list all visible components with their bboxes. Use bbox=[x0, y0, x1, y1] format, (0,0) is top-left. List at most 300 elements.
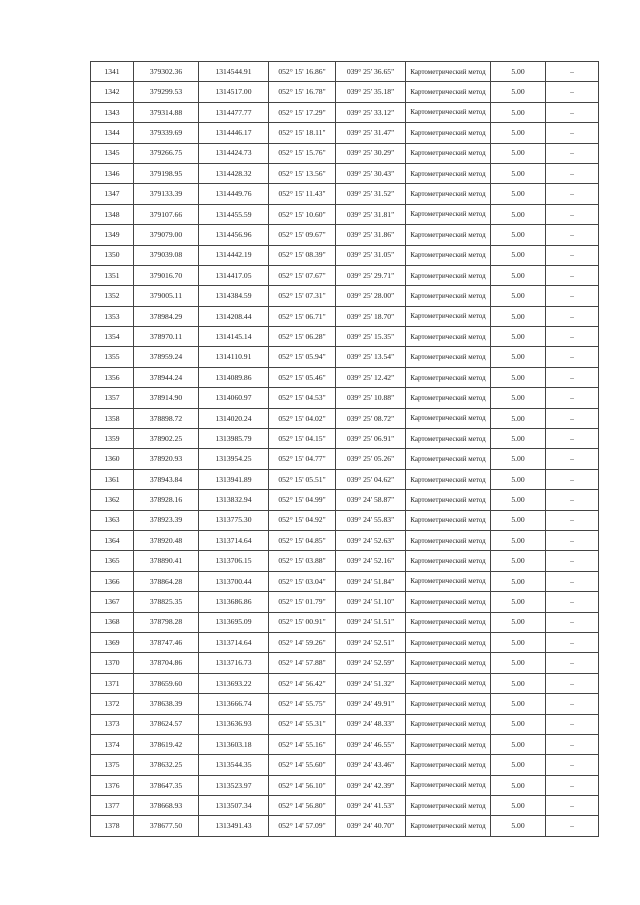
description-cell: – bbox=[546, 123, 599, 143]
coord-y-cell: 1314145.14 bbox=[199, 327, 269, 347]
method-cell: Картометрический метод bbox=[406, 796, 491, 816]
longitude-cell: 039° 24' 52.63" bbox=[336, 530, 406, 550]
precision-cell: 5.00 bbox=[491, 632, 546, 652]
coord-y-cell: 1313832.94 bbox=[199, 490, 269, 510]
description-cell: – bbox=[546, 184, 599, 204]
description-cell: – bbox=[546, 102, 599, 122]
method-cell: Картометрический метод bbox=[406, 592, 491, 612]
coord-y-cell: 1314517.00 bbox=[199, 82, 269, 102]
coord-x-cell: 378825.35 bbox=[134, 592, 199, 612]
point-number-cell: 1344 bbox=[91, 123, 134, 143]
coord-y-cell: 1314456.96 bbox=[199, 225, 269, 245]
table-row bbox=[91, 592, 599, 612]
description-cell: – bbox=[546, 306, 599, 326]
table-row bbox=[91, 204, 599, 224]
coord-y-cell: 1313544.35 bbox=[199, 755, 269, 775]
description-cell: – bbox=[546, 673, 599, 693]
method-cell: Картометрический метод bbox=[406, 408, 491, 428]
point-number-cell: 1350 bbox=[91, 245, 134, 265]
coord-x-cell: 378864.28 bbox=[134, 571, 199, 591]
precision-cell: 5.00 bbox=[491, 490, 546, 510]
precision-cell: 5.00 bbox=[491, 204, 546, 224]
coord-y-cell: 1314060.97 bbox=[199, 388, 269, 408]
table-row bbox=[91, 530, 599, 550]
coord-x-cell: 378984.29 bbox=[134, 306, 199, 326]
precision-cell: 5.00 bbox=[491, 796, 546, 816]
coord-x-cell: 378668.93 bbox=[134, 796, 199, 816]
method-cell: Картометрический метод bbox=[406, 816, 491, 836]
longitude-cell: 039° 24' 51.32" bbox=[336, 673, 406, 693]
coord-y-cell: 1313714.64 bbox=[199, 632, 269, 652]
table-row bbox=[91, 286, 599, 306]
point-number-cell: 1360 bbox=[91, 449, 134, 469]
longitude-cell: 039° 24' 48.33" bbox=[336, 714, 406, 734]
coord-y-cell: 1314446.17 bbox=[199, 123, 269, 143]
longitude-cell: 039° 25' 31.86" bbox=[336, 225, 406, 245]
method-cell: Картометрический метод bbox=[406, 734, 491, 754]
latitude-cell: 052° 15' 07.67" bbox=[269, 265, 336, 285]
coord-y-cell: 1314110.91 bbox=[199, 347, 269, 367]
coord-x-cell: 379079.00 bbox=[134, 225, 199, 245]
table-row bbox=[91, 816, 599, 836]
method-cell: Картометрический метод bbox=[406, 204, 491, 224]
table-row bbox=[91, 184, 599, 204]
point-number-cell: 1367 bbox=[91, 592, 134, 612]
method-cell: Картометрический метод bbox=[406, 306, 491, 326]
point-number-cell: 1374 bbox=[91, 734, 134, 754]
point-number-cell: 1351 bbox=[91, 265, 134, 285]
coord-x-cell: 378944.24 bbox=[134, 367, 199, 387]
table-row bbox=[91, 388, 599, 408]
description-cell: – bbox=[546, 816, 599, 836]
table-row bbox=[91, 123, 599, 143]
longitude-cell: 039° 25' 13.54" bbox=[336, 347, 406, 367]
description-cell: – bbox=[546, 714, 599, 734]
coord-y-cell: 1314417.05 bbox=[199, 265, 269, 285]
precision-cell: 5.00 bbox=[491, 327, 546, 347]
latitude-cell: 052° 15' 04.92" bbox=[269, 510, 336, 530]
coord-y-cell: 1313523.97 bbox=[199, 775, 269, 795]
latitude-cell: 052° 15' 05.94" bbox=[269, 347, 336, 367]
latitude-cell: 052° 14' 55.60" bbox=[269, 755, 336, 775]
point-number-cell: 1356 bbox=[91, 367, 134, 387]
precision-cell: 5.00 bbox=[491, 163, 546, 183]
precision-cell: 5.00 bbox=[491, 143, 546, 163]
precision-cell: 5.00 bbox=[491, 734, 546, 754]
description-cell: – bbox=[546, 734, 599, 754]
coordinates-table-container bbox=[90, 61, 598, 837]
coord-x-cell: 378798.28 bbox=[134, 612, 199, 632]
table-body bbox=[91, 62, 599, 837]
longitude-cell: 039° 25' 08.72" bbox=[336, 408, 406, 428]
latitude-cell: 052° 15' 11.43" bbox=[269, 184, 336, 204]
longitude-cell: 039° 24' 42.39" bbox=[336, 775, 406, 795]
method-cell: Картометрический метод bbox=[406, 265, 491, 285]
table-row bbox=[91, 755, 599, 775]
description-cell: – bbox=[546, 490, 599, 510]
point-number-cell: 1373 bbox=[91, 714, 134, 734]
longitude-cell: 039° 24' 43.46" bbox=[336, 755, 406, 775]
table-row bbox=[91, 571, 599, 591]
precision-cell: 5.00 bbox=[491, 408, 546, 428]
precision-cell: 5.00 bbox=[491, 571, 546, 591]
precision-cell: 5.00 bbox=[491, 714, 546, 734]
coord-x-cell: 379339.69 bbox=[134, 123, 199, 143]
description-cell: – bbox=[546, 469, 599, 489]
description-cell: – bbox=[546, 327, 599, 347]
coord-x-cell: 378677.50 bbox=[134, 816, 199, 836]
coord-y-cell: 1313700.44 bbox=[199, 571, 269, 591]
latitude-cell: 052° 15' 04.77" bbox=[269, 449, 336, 469]
longitude-cell: 039° 24' 51.51" bbox=[336, 612, 406, 632]
table-row bbox=[91, 469, 599, 489]
point-number-cell: 1375 bbox=[91, 755, 134, 775]
coord-x-cell: 378943.84 bbox=[134, 469, 199, 489]
latitude-cell: 052° 15' 16.78" bbox=[269, 82, 336, 102]
coord-y-cell: 1314089.86 bbox=[199, 367, 269, 387]
table-row bbox=[91, 367, 599, 387]
method-cell: Картометрический метод bbox=[406, 510, 491, 530]
method-cell: Картометрический метод bbox=[406, 123, 491, 143]
table-row bbox=[91, 306, 599, 326]
method-cell: Картометрический метод bbox=[406, 632, 491, 652]
description-cell: – bbox=[546, 449, 599, 469]
method-cell: Картометрический метод bbox=[406, 388, 491, 408]
coord-y-cell: 1314544.91 bbox=[199, 62, 269, 82]
coord-x-cell: 379198.95 bbox=[134, 163, 199, 183]
longitude-cell: 039° 25' 04.62" bbox=[336, 469, 406, 489]
point-number-cell: 1347 bbox=[91, 184, 134, 204]
point-number-cell: 1353 bbox=[91, 306, 134, 326]
point-number-cell: 1372 bbox=[91, 694, 134, 714]
point-number-cell: 1366 bbox=[91, 571, 134, 591]
coord-y-cell: 1313706.15 bbox=[199, 551, 269, 571]
longitude-cell: 039° 25' 15.35" bbox=[336, 327, 406, 347]
longitude-cell: 039° 25' 30.29" bbox=[336, 143, 406, 163]
method-cell: Картометрический метод bbox=[406, 653, 491, 673]
longitude-cell: 039° 24' 46.55" bbox=[336, 734, 406, 754]
precision-cell: 5.00 bbox=[491, 184, 546, 204]
coord-x-cell: 378902.25 bbox=[134, 429, 199, 449]
description-cell: – bbox=[546, 225, 599, 245]
precision-cell: 5.00 bbox=[491, 673, 546, 693]
table-row bbox=[91, 265, 599, 285]
point-number-cell: 1365 bbox=[91, 551, 134, 571]
precision-cell: 5.00 bbox=[491, 245, 546, 265]
precision-cell: 5.00 bbox=[491, 225, 546, 245]
coord-x-cell: 379266.75 bbox=[134, 143, 199, 163]
method-cell: Картометрический метод bbox=[406, 184, 491, 204]
longitude-cell: 039° 24' 55.83" bbox=[336, 510, 406, 530]
coord-y-cell: 1314477.77 bbox=[199, 102, 269, 122]
precision-cell: 5.00 bbox=[491, 306, 546, 326]
table-row bbox=[91, 714, 599, 734]
latitude-cell: 052° 14' 55.75" bbox=[269, 694, 336, 714]
description-cell: – bbox=[546, 163, 599, 183]
coord-y-cell: 1314020.24 bbox=[199, 408, 269, 428]
description-cell: – bbox=[546, 775, 599, 795]
precision-cell: 5.00 bbox=[491, 653, 546, 673]
precision-cell: 5.00 bbox=[491, 367, 546, 387]
latitude-cell: 052° 14' 57.09" bbox=[269, 816, 336, 836]
point-number-cell: 1363 bbox=[91, 510, 134, 530]
coord-x-cell: 379005.11 bbox=[134, 286, 199, 306]
point-number-cell: 1369 bbox=[91, 632, 134, 652]
table-row bbox=[91, 102, 599, 122]
coord-x-cell: 378920.48 bbox=[134, 530, 199, 550]
longitude-cell: 039° 24' 52.16" bbox=[336, 551, 406, 571]
precision-cell: 5.00 bbox=[491, 62, 546, 82]
point-number-cell: 1348 bbox=[91, 204, 134, 224]
method-cell: Картометрический метод bbox=[406, 530, 491, 550]
coord-y-cell: 1313954.25 bbox=[199, 449, 269, 469]
latitude-cell: 052° 15' 17.29" bbox=[269, 102, 336, 122]
precision-cell: 5.00 bbox=[491, 612, 546, 632]
method-cell: Картометрический метод bbox=[406, 612, 491, 632]
coord-y-cell: 1314455.59 bbox=[199, 204, 269, 224]
coord-x-cell: 378638.39 bbox=[134, 694, 199, 714]
latitude-cell: 052° 14' 57.88" bbox=[269, 653, 336, 673]
coordinates-table bbox=[90, 61, 599, 837]
precision-cell: 5.00 bbox=[491, 449, 546, 469]
method-cell: Картометрический метод bbox=[406, 429, 491, 449]
table-row bbox=[91, 163, 599, 183]
latitude-cell: 052° 15' 00.91" bbox=[269, 612, 336, 632]
longitude-cell: 039° 25' 12.42" bbox=[336, 367, 406, 387]
description-cell: – bbox=[546, 632, 599, 652]
coord-x-cell: 378704.86 bbox=[134, 653, 199, 673]
point-number-cell: 1378 bbox=[91, 816, 134, 836]
coord-y-cell: 1313695.09 bbox=[199, 612, 269, 632]
coord-x-cell: 378890.41 bbox=[134, 551, 199, 571]
method-cell: Картометрический метод bbox=[406, 673, 491, 693]
point-number-cell: 1361 bbox=[91, 469, 134, 489]
point-number-cell: 1371 bbox=[91, 673, 134, 693]
method-cell: Картометрический метод bbox=[406, 245, 491, 265]
table-row bbox=[91, 449, 599, 469]
description-cell: – bbox=[546, 612, 599, 632]
method-cell: Картометрический метод bbox=[406, 327, 491, 347]
coord-y-cell: 1313985.79 bbox=[199, 429, 269, 449]
point-number-cell: 1370 bbox=[91, 653, 134, 673]
coord-x-cell: 378659.60 bbox=[134, 673, 199, 693]
table-row bbox=[91, 225, 599, 245]
description-cell: – bbox=[546, 530, 599, 550]
description-cell: – bbox=[546, 347, 599, 367]
description-cell: – bbox=[546, 143, 599, 163]
coord-x-cell: 378632.25 bbox=[134, 755, 199, 775]
description-cell: – bbox=[546, 694, 599, 714]
description-cell: – bbox=[546, 265, 599, 285]
coord-y-cell: 1314384.59 bbox=[199, 286, 269, 306]
coord-y-cell: 1313716.73 bbox=[199, 653, 269, 673]
coord-y-cell: 1313686.86 bbox=[199, 592, 269, 612]
table-row bbox=[91, 82, 599, 102]
method-cell: Картометрический метод bbox=[406, 62, 491, 82]
latitude-cell: 052° 15' 13.56" bbox=[269, 163, 336, 183]
coord-x-cell: 379299.53 bbox=[134, 82, 199, 102]
method-cell: Картометрический метод bbox=[406, 102, 491, 122]
latitude-cell: 052° 14' 55.16" bbox=[269, 734, 336, 754]
coord-x-cell: 378920.93 bbox=[134, 449, 199, 469]
table-row bbox=[91, 775, 599, 795]
longitude-cell: 039° 25' 31.52" bbox=[336, 184, 406, 204]
method-cell: Картометрический метод bbox=[406, 469, 491, 489]
method-cell: Картометрический метод bbox=[406, 571, 491, 591]
point-number-cell: 1368 bbox=[91, 612, 134, 632]
point-number-cell: 1364 bbox=[91, 530, 134, 550]
point-number-cell: 1357 bbox=[91, 388, 134, 408]
latitude-cell: 052° 15' 05.46" bbox=[269, 367, 336, 387]
method-cell: Картометрический метод bbox=[406, 490, 491, 510]
coord-x-cell: 378647.35 bbox=[134, 775, 199, 795]
coord-y-cell: 1313693.22 bbox=[199, 673, 269, 693]
table-row bbox=[91, 245, 599, 265]
point-number-cell: 1341 bbox=[91, 62, 134, 82]
latitude-cell: 052° 14' 56.42" bbox=[269, 673, 336, 693]
latitude-cell: 052° 15' 06.28" bbox=[269, 327, 336, 347]
longitude-cell: 039° 24' 52.59" bbox=[336, 653, 406, 673]
description-cell: – bbox=[546, 245, 599, 265]
longitude-cell: 039° 25' 30.43" bbox=[336, 163, 406, 183]
table-row bbox=[91, 62, 599, 82]
description-cell: – bbox=[546, 571, 599, 591]
coord-y-cell: 1313714.64 bbox=[199, 530, 269, 550]
latitude-cell: 052° 14' 56.80" bbox=[269, 796, 336, 816]
longitude-cell: 039° 25' 10.88" bbox=[336, 388, 406, 408]
latitude-cell: 052° 14' 55.31" bbox=[269, 714, 336, 734]
coord-x-cell: 378619.42 bbox=[134, 734, 199, 754]
longitude-cell: 039° 24' 51.10" bbox=[336, 592, 406, 612]
description-cell: – bbox=[546, 551, 599, 571]
description-cell: – bbox=[546, 367, 599, 387]
method-cell: Картометрический метод bbox=[406, 143, 491, 163]
precision-cell: 5.00 bbox=[491, 82, 546, 102]
longitude-cell: 039° 25' 36.65" bbox=[336, 62, 406, 82]
longitude-cell: 039° 25' 05.26" bbox=[336, 449, 406, 469]
table-row bbox=[91, 143, 599, 163]
coord-x-cell: 378914.90 bbox=[134, 388, 199, 408]
coord-x-cell: 379302.36 bbox=[134, 62, 199, 82]
precision-cell: 5.00 bbox=[491, 510, 546, 530]
coord-y-cell: 1314208.44 bbox=[199, 306, 269, 326]
precision-cell: 5.00 bbox=[491, 775, 546, 795]
latitude-cell: 052° 15' 04.53" bbox=[269, 388, 336, 408]
latitude-cell: 052° 15' 04.85" bbox=[269, 530, 336, 550]
point-number-cell: 1349 bbox=[91, 225, 134, 245]
method-cell: Картометрический метод bbox=[406, 449, 491, 469]
point-number-cell: 1359 bbox=[91, 429, 134, 449]
coord-x-cell: 378959.24 bbox=[134, 347, 199, 367]
longitude-cell: 039° 25' 18.70" bbox=[336, 306, 406, 326]
coord-x-cell: 378923.39 bbox=[134, 510, 199, 530]
longitude-cell: 039° 25' 35.18" bbox=[336, 82, 406, 102]
table-row bbox=[91, 734, 599, 754]
latitude-cell: 052° 15' 18.11" bbox=[269, 123, 336, 143]
latitude-cell: 052° 15' 06.71" bbox=[269, 306, 336, 326]
coord-y-cell: 1313507.34 bbox=[199, 796, 269, 816]
coord-y-cell: 1313636.93 bbox=[199, 714, 269, 734]
point-number-cell: 1377 bbox=[91, 796, 134, 816]
point-number-cell: 1342 bbox=[91, 82, 134, 102]
longitude-cell: 039° 25' 31.81" bbox=[336, 204, 406, 224]
table-row bbox=[91, 347, 599, 367]
table-row bbox=[91, 673, 599, 693]
point-number-cell: 1343 bbox=[91, 102, 134, 122]
latitude-cell: 052° 15' 16.86" bbox=[269, 62, 336, 82]
coord-x-cell: 378747.46 bbox=[134, 632, 199, 652]
table-row bbox=[91, 429, 599, 449]
latitude-cell: 052° 15' 04.15" bbox=[269, 429, 336, 449]
method-cell: Картометрический метод bbox=[406, 225, 491, 245]
method-cell: Картометрический метод bbox=[406, 775, 491, 795]
description-cell: – bbox=[546, 510, 599, 530]
coord-x-cell: 378624.57 bbox=[134, 714, 199, 734]
table-row bbox=[91, 408, 599, 428]
coord-y-cell: 1313603.18 bbox=[199, 734, 269, 754]
table-row bbox=[91, 612, 599, 632]
coord-x-cell: 378970.11 bbox=[134, 327, 199, 347]
table-row bbox=[91, 510, 599, 530]
table-row bbox=[91, 653, 599, 673]
latitude-cell: 052° 15' 01.79" bbox=[269, 592, 336, 612]
latitude-cell: 052° 15' 04.99" bbox=[269, 490, 336, 510]
latitude-cell: 052° 15' 07.31" bbox=[269, 286, 336, 306]
latitude-cell: 052° 15' 04.02" bbox=[269, 408, 336, 428]
description-cell: – bbox=[546, 388, 599, 408]
coord-y-cell: 1314442.19 bbox=[199, 245, 269, 265]
description-cell: – bbox=[546, 204, 599, 224]
coord-y-cell: 1314428.32 bbox=[199, 163, 269, 183]
precision-cell: 5.00 bbox=[491, 123, 546, 143]
coord-x-cell: 378928.16 bbox=[134, 490, 199, 510]
table-row bbox=[91, 632, 599, 652]
table-row bbox=[91, 490, 599, 510]
method-cell: Картометрический метод bbox=[406, 347, 491, 367]
precision-cell: 5.00 bbox=[491, 286, 546, 306]
coord-x-cell: 379107.66 bbox=[134, 204, 199, 224]
precision-cell: 5.00 bbox=[491, 388, 546, 408]
longitude-cell: 039° 24' 51.84" bbox=[336, 571, 406, 591]
table-row bbox=[91, 694, 599, 714]
precision-cell: 5.00 bbox=[491, 592, 546, 612]
precision-cell: 5.00 bbox=[491, 755, 546, 775]
longitude-cell: 039° 25' 33.12" bbox=[336, 102, 406, 122]
latitude-cell: 052° 15' 08.39" bbox=[269, 245, 336, 265]
description-cell: – bbox=[546, 82, 599, 102]
point-number-cell: 1346 bbox=[91, 163, 134, 183]
method-cell: Картометрический метод bbox=[406, 286, 491, 306]
table-row bbox=[91, 796, 599, 816]
coord-y-cell: 1313941.89 bbox=[199, 469, 269, 489]
latitude-cell: 052° 15' 03.04" bbox=[269, 571, 336, 591]
precision-cell: 5.00 bbox=[491, 694, 546, 714]
point-number-cell: 1358 bbox=[91, 408, 134, 428]
coord-y-cell: 1314424.73 bbox=[199, 143, 269, 163]
description-cell: – bbox=[546, 429, 599, 449]
latitude-cell: 052° 15' 03.88" bbox=[269, 551, 336, 571]
point-number-cell: 1352 bbox=[91, 286, 134, 306]
longitude-cell: 039° 24' 41.53" bbox=[336, 796, 406, 816]
latitude-cell: 052° 15' 09.67" bbox=[269, 225, 336, 245]
precision-cell: 5.00 bbox=[491, 551, 546, 571]
method-cell: Картометрический метод bbox=[406, 755, 491, 775]
description-cell: – bbox=[546, 286, 599, 306]
point-number-cell: 1362 bbox=[91, 490, 134, 510]
precision-cell: 5.00 bbox=[491, 265, 546, 285]
precision-cell: 5.00 bbox=[491, 816, 546, 836]
coord-x-cell: 379039.08 bbox=[134, 245, 199, 265]
